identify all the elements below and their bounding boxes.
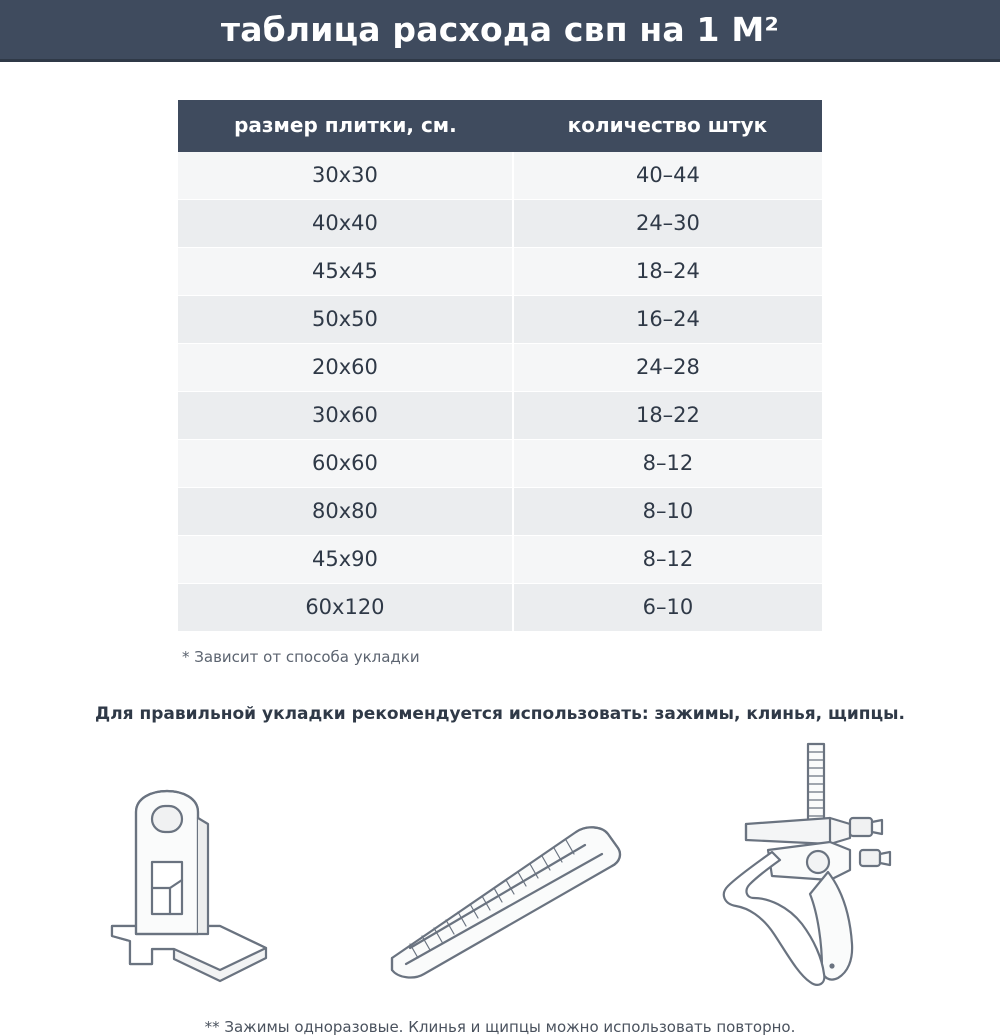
consumption-table xyxy=(178,100,822,632)
cell-quantity: 40–44 xyxy=(513,152,822,200)
table-row xyxy=(178,584,822,632)
cell-quantity: 8–12 xyxy=(513,536,822,584)
page-header xyxy=(0,0,1000,62)
cell-tile-size: 60x120 xyxy=(178,584,513,632)
table-row xyxy=(178,440,822,488)
table-row xyxy=(178,248,822,296)
pliers-icon xyxy=(710,738,930,988)
table-head xyxy=(178,100,822,152)
cell-quantity: 16–24 xyxy=(513,296,822,344)
consumption-table-wrapper xyxy=(178,100,822,632)
footnote-laying-method: * Зависит от способа укладки xyxy=(182,648,420,666)
table-row xyxy=(178,488,822,536)
cell-tile-size: 50x50 xyxy=(178,296,513,344)
table-row xyxy=(178,344,822,392)
footer-spacer xyxy=(0,994,1000,1000)
pliers-illustration xyxy=(710,738,930,992)
cell-quantity: 6–10 xyxy=(513,584,822,632)
table-row xyxy=(178,536,822,584)
cell-quantity: 8–12 xyxy=(513,440,822,488)
cell-quantity: 18–22 xyxy=(513,392,822,440)
table-row xyxy=(178,392,822,440)
footnote-reusability: ** Зажимы одноразовые. Клинья и щипцы можно использовать повторно. xyxy=(204,1018,796,1036)
cell-quantity: 18–24 xyxy=(513,248,822,296)
table-row xyxy=(178,152,822,200)
table-header-row xyxy=(178,100,822,152)
cell-quantity: 24–30 xyxy=(513,200,822,248)
cell-tile-size: 40x40 xyxy=(178,200,513,248)
cell-tile-size: 30x60 xyxy=(178,392,513,440)
page-title: таблица расхода свп на 1 М² xyxy=(220,10,780,49)
column-header-quantity: количество штук xyxy=(513,100,822,152)
cell-tile-size: 20x60 xyxy=(178,344,513,392)
cell-tile-size: 45x45 xyxy=(178,248,513,296)
illustrations-row xyxy=(70,742,930,992)
table-body xyxy=(178,152,822,632)
wedge-illustration xyxy=(380,788,640,992)
recommendation-text: Для правильной укладки рекомендуется использовать: зажимы, клинья, щипцы. xyxy=(95,704,905,724)
cell-tile-size: 60x60 xyxy=(178,440,513,488)
wedge-icon xyxy=(380,788,640,988)
cell-quantity: 8–10 xyxy=(513,488,822,536)
table-row xyxy=(178,200,822,248)
table-row xyxy=(178,296,822,344)
cell-tile-size: 45x90 xyxy=(178,536,513,584)
column-header-tile-size: размер плитки, см. xyxy=(178,100,513,152)
cell-tile-size: 30x30 xyxy=(178,152,513,200)
cell-quantity: 24–28 xyxy=(513,344,822,392)
clip-icon xyxy=(70,758,310,988)
clip-illustration xyxy=(70,758,310,992)
cell-tile-size: 80x80 xyxy=(178,488,513,536)
